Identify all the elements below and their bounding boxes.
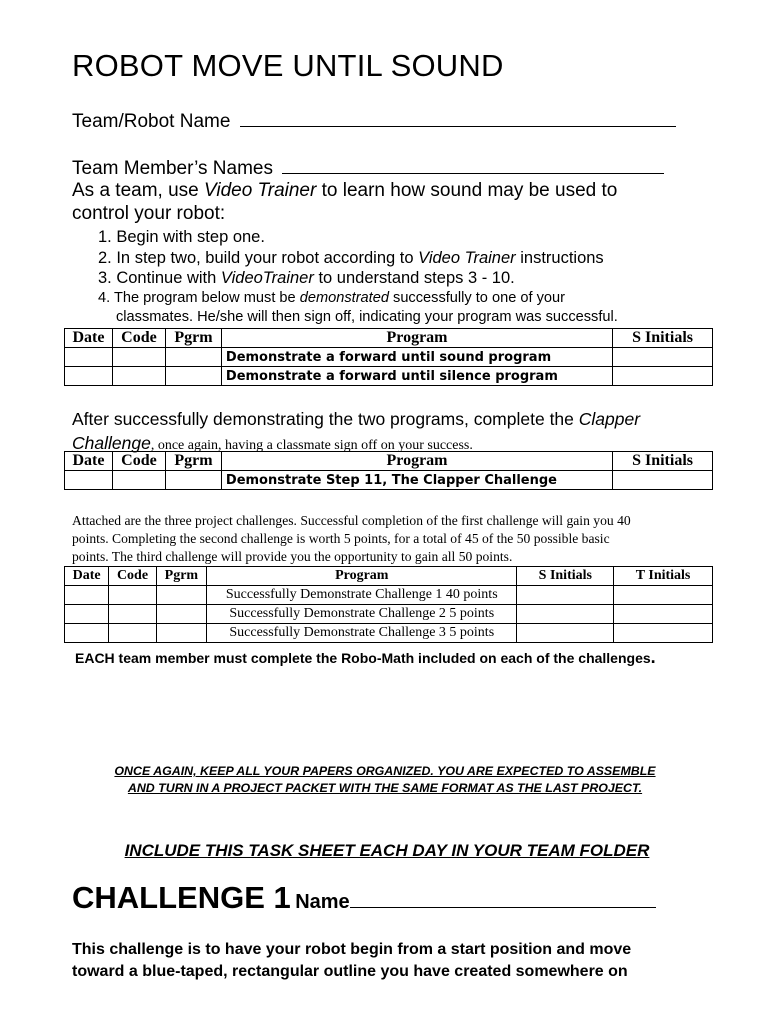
include-sheet-text: INCLUDE THIS TASK SHEET EACH DAY IN YOUR TEAM FOLDER — [124, 841, 650, 860]
attached-line: points. The third challenge will provide you the opportunity to gain all 50 points. — [72, 549, 513, 564]
steps-list — [98, 227, 604, 289]
step-1: 1. Begin with step one. — [98, 228, 265, 246]
col-program: Program — [221, 329, 612, 348]
step-3: 3. Continue with VideoTrainer to understand steps 3 - 10. — [98, 269, 515, 287]
s-initials-cell[interactable] — [517, 586, 614, 605]
each-member-period: . — [650, 647, 656, 667]
program-cell: Demonstrate a forward until sound program — [221, 348, 612, 367]
step-4 — [98, 289, 738, 327]
challenge-1-desc-line: toward a blue-taped, rectangular outline you have created somewhere on — [72, 963, 628, 980]
col-pgrm: Pgrm — [156, 567, 206, 586]
intro-text-part2: to learn how sound may be used to — [316, 180, 618, 201]
col-program: Program — [221, 452, 612, 471]
include-sheet-note — [0, 841, 770, 861]
program-cell: Demonstrate Step 11, The Clapper Challenge — [221, 471, 612, 490]
table-header-row — [65, 452, 713, 471]
col-pgrm: Pgrm — [165, 452, 221, 471]
code-cell[interactable] — [112, 367, 165, 386]
table-row — [65, 348, 713, 367]
program-table-2 — [64, 451, 713, 490]
col-s-initials: S Initials — [613, 452, 713, 471]
step-4-line2: classmates. He/she will then sign off, indicating your program was successful. — [116, 309, 618, 325]
organized-note — [0, 763, 770, 797]
clapper-paragraph — [72, 408, 732, 457]
team-robot-name-row — [72, 108, 676, 133]
team-members-label: Team Member’s Names — [72, 158, 273, 179]
pgrm-cell[interactable] — [165, 367, 221, 386]
step-4-prefix: 4. The program below must be — [98, 290, 300, 306]
attached-line: Attached are the three project challenges. Successful completion of the first challenge will gain you 40 — [72, 513, 631, 528]
col-code: Code — [112, 452, 165, 471]
pgrm-cell[interactable] — [156, 586, 206, 605]
step-4-suffix: successfully to one of your — [388, 290, 565, 306]
organized-line-2: AND TURN IN A PROJECT PACKET WITH THE SAME FORMAT AS THE LAST PROJECT. — [127, 781, 643, 795]
program-table-1 — [64, 328, 713, 386]
intro-video-trainer: Video Trainer — [204, 180, 317, 201]
attached-line: points. Completing the second challenge is worth 5 points, for a total of 45 of the 50 possible basic — [72, 531, 610, 546]
col-t-initials: T Initials — [614, 567, 713, 586]
challenge-table — [64, 566, 713, 643]
table-header-row — [65, 329, 713, 348]
s-initials-cell[interactable] — [517, 624, 614, 643]
date-cell[interactable] — [65, 624, 109, 643]
challenge-1-name-label: Name — [295, 891, 350, 913]
program-cell: Successfully Demonstrate Challenge 2 5 points — [207, 605, 517, 624]
step-4-ital: demonstrated — [299, 290, 389, 306]
team-members-row — [72, 155, 664, 180]
date-cell[interactable] — [65, 471, 113, 490]
code-cell[interactable] — [112, 471, 165, 490]
clapper-prefix: After successfully demonstrating the two programs, complete the — [72, 409, 579, 429]
col-program: Program — [207, 567, 517, 586]
col-date: Date — [65, 329, 113, 348]
table-row — [65, 605, 713, 624]
col-s-initials: S Initials — [613, 329, 713, 348]
program-cell: Successfully Demonstrate Challenge 3 5 points — [207, 624, 517, 643]
col-pgrm: Pgrm — [165, 329, 221, 348]
program-cell: Successfully Demonstrate Challenge 1 40 points — [207, 586, 517, 605]
date-cell[interactable] — [65, 586, 109, 605]
step-2: 2. In step two, build your robot according to Video Trainer instructions — [98, 248, 604, 267]
code-cell[interactable] — [109, 586, 156, 605]
team-robot-label: Team/Robot Name — [72, 111, 231, 132]
code-cell[interactable] — [109, 624, 156, 643]
clapper-ital2: Challenge — [72, 433, 151, 453]
each-member-text: EACH team member must complete the Robo-Math included on each of the challenges — [75, 650, 651, 666]
clapper-ital1: Clapper — [578, 409, 641, 429]
table-row — [65, 624, 713, 643]
challenge-1-description — [72, 939, 732, 983]
team-members-blank[interactable] — [282, 155, 664, 174]
s-initials-cell[interactable] — [613, 348, 713, 367]
challenge-1-heading-row — [72, 880, 656, 916]
attached-paragraph — [72, 512, 732, 566]
intro-text-line2: control your robot: — [72, 203, 226, 224]
col-code: Code — [109, 567, 156, 586]
t-initials-cell[interactable] — [614, 605, 713, 624]
s-initials-cell[interactable] — [613, 367, 713, 386]
code-cell[interactable] — [112, 348, 165, 367]
program-cell: Demonstrate a forward until silence program — [221, 367, 612, 386]
each-member-note — [75, 647, 656, 668]
pgrm-cell[interactable] — [165, 348, 221, 367]
team-robot-name-blank[interactable] — [240, 108, 676, 127]
col-s-initials: S Initials — [517, 567, 614, 586]
challenge-1-name-blank[interactable] — [350, 891, 656, 908]
date-cell[interactable] — [65, 367, 113, 386]
date-cell[interactable] — [65, 605, 109, 624]
t-initials-cell[interactable] — [614, 586, 713, 605]
challenge-1-desc-line: This challenge is to have your robot begin from a start position and move — [72, 941, 632, 958]
s-initials-cell[interactable] — [517, 605, 614, 624]
col-code: Code — [112, 329, 165, 348]
table-row — [65, 471, 713, 490]
intro-text-part1: As a team, use — [72, 180, 205, 201]
s-initials-cell[interactable] — [613, 471, 713, 490]
organized-line-1: ONCE AGAIN, KEEP ALL YOUR PAPERS ORGANIZED. YOU ARE EXPECTED TO ASSEMBLE — [114, 764, 656, 778]
clapper-suffix: , once again, having a classmate sign off on your success. — [150, 438, 473, 453]
pgrm-cell[interactable] — [156, 624, 206, 643]
intro-paragraph — [72, 179, 712, 225]
pgrm-cell[interactable] — [156, 605, 206, 624]
col-date: Date — [65, 452, 113, 471]
challenge-1-heading: CHALLENGE 1 — [72, 880, 291, 915]
t-initials-cell[interactable] — [614, 624, 713, 643]
code-cell[interactable] — [109, 605, 156, 624]
table-row — [65, 367, 713, 386]
table-row — [65, 586, 713, 605]
col-date: Date — [65, 567, 109, 586]
page-title: ROBOT MOVE UNTIL SOUND — [72, 48, 504, 83]
table-header-row — [65, 567, 713, 586]
date-cell[interactable] — [65, 348, 113, 367]
pgrm-cell[interactable] — [165, 471, 221, 490]
